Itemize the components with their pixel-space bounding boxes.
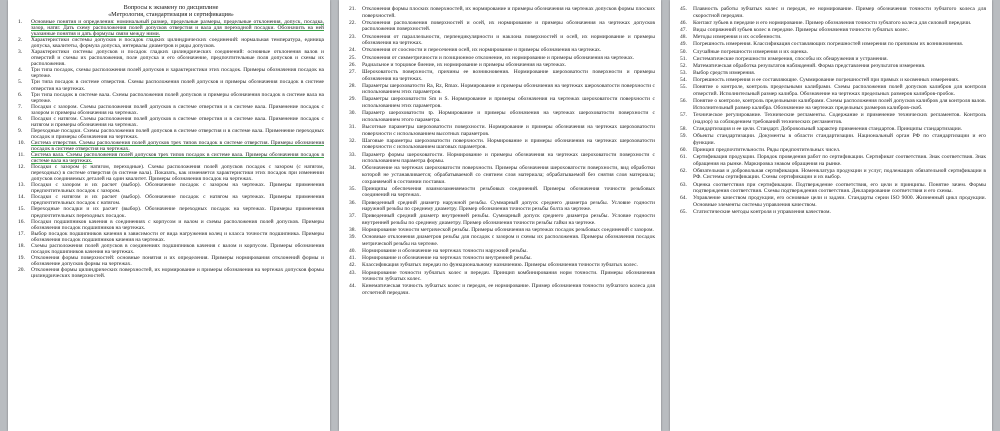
question-number: 65. [680,209,687,216]
question-text: Приведенный средний диаметр наружной резьбы. Суммарный допуск среднего диаметра резьбы. Условие годности наружной резьбы по среднему диаметру. Пример обозначения точности резьбы болта на чертеже. [362,199,655,213]
question-text: Объекты стандартизации. Документы в области стандартизации. Национальный орган РФ по стандартизации и его функции. [693,133,986,146]
question-text: Характеристики системы допусков и посадок гладких цилиндрических соединений: основные отклонения валов и отверстий и схемы их расположения, поле допуска и его обозначение, предпочтительные поля допусков и схемы их расположения. [31,49,324,68]
question-text: Основные понятия и определения: номинальный размер, предельные размеры, предельные отклонения, допуск, посадка, зазор, натяг. Дать схему расположения полей допусков отверстия и вала для переходной посадки. Обозначить на ней указанные понятия и дать формулы связи между ними. [31,19,324,38]
question-text: Три типа посадок в системе вала. Схемы расположения полей допусков и примеры обозначения посадок в системе вала на чертеже. [31,91,324,104]
exam-question [18,194,324,206]
question-text: Систематические погрешности измерения, способы их обнаружения и устранения. [693,55,888,62]
exam-question [680,182,986,196]
question-text: Шаговые параметры шероховатости поверхности. Нормирование и примеры обозначения на чертежах шероховатости поверхности с использованием шаговых параметров. [362,137,655,151]
question-text: Переходные посадки и их расчет (выбор). Обозначение переходных посадок на чертежах. Примеры применения предпочтительных переходных посадок. [31,206,324,219]
question-text: Управление качеством продукции, его основные цели и задачи. Стандарты серии ISO 9000. Жизненный цикл продукции. Основные элементы системы управления качеством. [693,195,986,208]
question-number: 15. [18,206,25,213]
question-number: 61. [680,153,687,160]
question-number: 57. [680,112,687,119]
question-text: Принцип предпочтительности. Ряды предпочтительных чисел. [693,146,841,153]
exam-question [680,98,986,112]
question-number: 45. [680,6,687,12]
question-text: Основные отклонения диаметров резьбы для посадок с зазором и схемы их расположения. Примеры обозначения посадок метрической резьбы на чертеже. [362,234,655,247]
question-text: Случайные погрешности измерения и их оценка. [693,48,808,55]
question-text: Обозначение на чертежах шероховатости поверхности. Примеры обозначения шероховатости поверхности, вид обработки которой не устанавливается; обрабатываемой со снятием слоя материала; обрабатываемой без снятия слоя материала; сохраняемой в состоянии поставки. [362,165,655,185]
exam-question [18,37,324,49]
question-number: 50. [680,48,687,55]
question-number: 12. [18,164,25,171]
question-text: Нормирование и обозначение на чертежах точности наружной резьбы. [362,248,528,255]
question-number: 11. [18,152,25,159]
exam-question [349,262,655,269]
exam-question [18,67,324,79]
question-text: Система отверстия. Схемы расположения полей допусков трех типов посадок в системе отверстия. Примеры обозначения посадок в системе отверстия на чертежах. [31,139,324,152]
question-text: Нормирование точности метрической резьбы. Примеры обозначения на чертежах посадок резьбовых соединений с зазором. [362,227,654,234]
question-number: 29. [349,96,356,103]
question-number: 49. [680,41,687,48]
question-number: 55. [680,84,687,91]
question-number: 21. [349,6,356,12]
question-text: Посадки с натягом. Схемы расположения полей допусков в системе отверстия и в системе вала. Применение посадок с натягом и примеры обозначения на чертежах. [31,115,324,128]
question-text: Посадки с зазором. Схемы расположения полей допусков в системе отверстия и в системе вала. Применение посадок с зазором и примеры обозначения на чертежах. [31,103,324,116]
exam-question [680,49,986,56]
document-title [18,4,324,18]
question-number: 38. [349,227,356,234]
question-text: Стандартизация и ее цели. Стандарт. Добровольный характер применения стандартов. Принципы стандартизации. [693,125,963,132]
question-list-col-1 [18,19,324,279]
exam-question [18,116,324,128]
question-number: 27. [349,68,356,75]
exam-question [18,104,324,116]
question-text: Параметр формы шероховатости. Нормирование и примеры обозначения на чертежах шероховатости поверхности с использованием параметра формы. [362,151,655,165]
question-number: 17. [18,230,25,237]
exam-question [680,209,986,216]
question-text: Посадки подшипников качения в соединениях с корпусом и валом и схемы расположения полей допусков. Примеры обозначения посадок подшипников на чертежах. [31,218,324,231]
question-number: 37. [349,213,356,220]
question-number: 40. [349,248,356,255]
page-3 [670,0,992,431]
exam-question [18,49,324,67]
question-number: 9. [18,127,23,134]
question-list-col-2 [349,6,655,297]
question-number: 32. [349,137,356,144]
exam-question [18,128,324,140]
question-number: 6. [18,91,23,98]
question-text: Математическая обработка результатов наблюдений. Форма представления результатов измерения. [693,62,926,69]
question-text: Шероховатость поверхности, причины ее возникновения. Нормирование шероховатости поверхности и примеры обозначения на чертежах. [362,68,655,82]
question-text: Отклонения формы поверхностей: основные понятия и их определения. Примеры нормирования отклонений формы и обозначение допусков формы на чертежах. [31,254,324,267]
title-line-2: «Метрология, стандартизация и сертификация» [108,11,234,18]
question-text: Погрешность измерения и ее составляющие. Суммирование погрешностей при прямых и косвенных измерениях. [693,77,960,84]
exam-question [349,110,655,124]
exam-question [18,152,324,164]
question-number: 52. [680,62,687,69]
question-number: 25. [349,54,356,61]
exam-question [18,79,324,91]
question-number: 53. [680,70,687,77]
exam-question [680,147,986,154]
question-text: Отклонения формы плоских поверхностей, их нормирование и примеры обозначения на чертежах допусков формы плоских поверхностей. [362,6,655,19]
question-text: Переходные посадки. Схемы расположения полей допусков в системе отверстия и в системе вала. Применение переходных посадок и примеры обозначения на чертежах. [31,127,324,140]
question-number: 22. [349,19,356,26]
question-number: 2. [18,37,23,44]
question-text: Приведенный средний диаметр внутренней резьбы. Суммарный допуск среднего диаметра резьбы. Условие годности внутренней резьбы по среднему диаметру. Пример обозначения точности резьбы гайки на чертеже. [362,213,655,226]
question-text: Принципы обеспечения взаимозаменяемости резьбовых соединений. Примеры обозначения точности резьбовых соединений на чертежах. [362,185,655,199]
exam-question [349,83,655,97]
question-number: 33. [349,151,356,158]
exam-question [349,213,655,227]
question-text: Статистические методы контроля и управления качеством. [693,209,831,216]
exam-question [349,47,655,54]
question-number: 59. [680,133,687,139]
question-text: Нормирование и обозначение на чертежах точности внутренней резьбы. [362,255,532,262]
exam-question [680,112,986,126]
question-text: Погрешность измерения. Классификация составляющих погрешностей измерения по причинам их возникновения. [693,41,964,48]
exam-question [349,124,655,138]
question-number: 56. [680,98,687,105]
question-number: 5. [18,79,23,86]
question-number: 48. [680,34,687,41]
exam-question [18,243,324,255]
question-number: 19. [18,254,25,261]
exam-question [349,138,655,152]
question-text: Контакт зубьев в передаче и его нормирование. Пример обозначения точности зубчатого колеса для силовой передачи. [693,19,972,26]
question-text: Радиальное и торцовое биение, их нормирование и примеры обозначения на чертежах. [362,61,567,68]
question-text: Выбор посадок подшипников качения в зависимости от вида нагружения колец и класса точности подшипника. Примеры обозначения посадок подшипников качения на чертежах. [31,230,324,243]
exam-question [349,96,655,110]
question-text: Высотные параметры шероховатости поверхности. Нормирование и примеры обозначения на чертежах шероховатости поверхности с использованием высотных параметров. [362,124,655,137]
question-text: Система вала. Схемы расположения полей допусков трех типов посадок в системе вала. Примеры обозначения посадок в системе вала на чертежах. [31,152,324,165]
exam-question [18,19,324,37]
exam-question [349,200,655,214]
exam-question [18,140,324,152]
question-text: Выбор средств измерения. [693,70,756,77]
question-number: 28. [349,82,356,89]
question-number: 35. [349,185,356,192]
exam-question [680,84,986,98]
question-list-col-3 [680,6,986,216]
question-number: 36. [349,199,356,206]
question-number: 58. [680,125,687,132]
question-text: Нормирование точности зубчатых колес и передач. Принцип комбинирования норм точности. Примеры обозначения точности зубчатых колес. [362,269,655,283]
page-2 [339,0,661,431]
question-text: Посадки с зазором (с натягом, переходные). Схемы расположения полей допусков посадок с зазором (с натягом, переходных) в системе отверстия (в системе вала). Показать, как изменяется характеристики этих посадок при изменении допусков соединяемых деталей на один квалитет. Примеры обозначения посадок на чертежах. [31,164,324,183]
exam-question [349,152,655,166]
exam-question [349,69,655,83]
question-text: Характеристики системы допусков и посадок гладких цилиндрических соединений: нормальная температура, единица допуска, квалитеты, формула допуска, интервалы диаметров и ряды допусков. [31,37,324,50]
exam-question [349,34,655,48]
question-text: Отклонения от симметричности и позиционное отклонение, их нормирование и примеры обозначения на чертежах. [362,54,635,61]
exam-question [680,126,986,133]
question-number: 42. [349,262,356,269]
question-text: Понятие о контроле, контроль предельными калибрами. Схемы расположения полей допусков калибров для контроля отверстий. Исполнительный размер калибра. Обозначение на чертежах предельных размеров калибров-пробок. [693,84,986,98]
question-number: 4. [18,67,23,74]
question-text: Параметр шероховатости tp. Нормирование и примеры обозначения на чертежах шероховатости поверхности с использованием этого параметра. [362,110,655,123]
question-number: 7. [18,103,23,110]
question-number: 16. [18,218,25,225]
exam-question [680,20,986,27]
exam-question [349,186,655,200]
exam-question [680,154,986,168]
exam-question [18,267,324,279]
question-number: 34. [349,165,356,172]
question-number: 23. [349,33,356,40]
exam-question [680,195,986,209]
question-text: Посадки с зазором и их расчет (выбор). Обозначение посадок с зазором на чертежах. Примеры применения предпочтительных посадок с зазором. [31,182,324,195]
question-text: Классификация зубчатых передач по функциональному назначению. Примеры обозначения точности зубчатых колес. [362,262,638,269]
question-number: 41. [349,255,356,262]
question-number: 20. [18,266,25,273]
question-text: Параметры шероховатости Sm и S. Нормирование и примеры обозначения на чертежах шероховатости поверхности с использованием этих параметров. [362,96,655,110]
question-text: Виды сопряжений зубьев колес в передаче. Примеры обозначения точности зубчатых колес. [693,26,909,33]
question-text: Понятие о контроле, контроль предельными калибрами. Схемы расположения полей допусков калибров для контроля валов. Исполнительный размер калибра. Обозначение на чертежах предельных размеров калибров-скоб. [693,98,986,111]
question-number: 60. [680,146,687,153]
exam-question [18,255,324,267]
question-text: Сертификация продукции. Порядок проведения работ по сертификации. Сертификат соответствия. Знак соответствия. Знак обращения на рынке. Маркировка знаком обращения на рынке. [693,153,986,167]
question-text: Три типа посадок, схемы расположения полей допусков и характеристики этих посадок. Примеры обозначения посадок на чертеже. [31,67,324,80]
exam-question [349,62,655,69]
exam-question [18,182,324,194]
exam-question [18,206,324,218]
exam-question [18,92,324,104]
exam-question [349,283,655,297]
question-number: 30. [349,110,356,117]
question-number: 10. [18,139,25,146]
exam-question [680,168,986,182]
question-number: 54. [680,77,687,84]
question-text: Отклонения от параллельности, перпендикулярности и наклона поверхностей и осей, их нормирование и примеры обозначения на чертежах. [362,33,655,47]
question-number: 24. [349,47,356,54]
exam-question [680,56,986,63]
exam-question [680,6,986,20]
exam-question [18,219,324,231]
exam-question [349,270,655,284]
question-number: 26. [349,61,356,68]
question-text: Посадки с натягом и их расчет (выбор). Обозначение посадок с натягом на чертежах. Примеры применения предпочтительных посадок с натягом. [31,194,324,207]
question-number: 63. [680,181,687,188]
exam-question [349,234,655,248]
question-text: Методы измерения и их особенности. [693,34,782,41]
question-text: Отклонения от соосности и пересечения осей, их нормирование и примеры обозначения на чертежах. [362,47,602,54]
question-number: 46. [680,19,687,26]
question-text: Отклонения формы цилиндрических поверхностей, их нормирование и примеры обозначения на чертежах допусков формы цилиндрических поверхностей. [31,266,324,279]
question-number: 43. [349,269,356,276]
question-text: Техническое регулирование. Технические регламенты. Содержание и применение технических регламентов. Контроль (надзор) за соблюдением требований технических регламентов. [693,112,986,125]
question-number: 62. [680,167,687,174]
question-text: Плавность работы зубчатых колес и передач, ее нормирование. Пример обозначения точности зубчатого колеса для скоростной передачи. [693,6,986,19]
question-text: Отклонения расположения поверхностей и осей, их нормирование и примеры обозначения на чертежах допусков расположения поверхностей. [362,19,655,33]
page-1 [8,0,330,431]
question-number: 1. [18,19,23,25]
question-text: Три типа посадок в системе отверстия. Схемы расположения полей допусков и примеры обозначения посадок в системе отверстия на чертежах. [31,79,324,92]
question-number: 13. [18,182,25,189]
question-number: 31. [349,124,356,131]
exam-question [349,20,655,34]
question-number: 8. [18,115,23,122]
exam-question [680,41,986,48]
question-number: 18. [18,242,25,249]
question-text: Схемы расположения полей допусков в соединениях подшипников качения с валом и корпусом. Примеры обозначения посадок подшипников качения на чертежах. [31,242,324,255]
question-text: Параметры шероховатости Ra, Rz, Rmax. Нормирование и примеры обозначения на чертежах шероховатости поверхности с использованием этих параметров. [362,82,655,96]
question-number: 51. [680,55,687,62]
question-number: 64. [680,195,687,202]
exam-question [349,55,655,62]
exam-question [680,133,986,147]
question-number: 44. [349,283,356,290]
title-line-1: Вопросы к экзамену по дисциплине [123,4,219,11]
question-text: Кинематическая точность зубчатых колес и передач, ее нормирование. Пример обозначения точности зубчатого колеса для отсчетной передачи. [362,283,655,296]
question-number: 3. [18,49,23,56]
exam-question [349,6,655,20]
exam-question [349,165,655,185]
question-text: Обязательная и добровольная сертификация. Номенклатура продукции и услуг, подлежащих обязательной сертификации в РФ. Системы сертификации. Схемы сертификации и их выбор. [693,167,986,181]
question-text: Оценка соответствия при сертификации. Подтверждение соответствия, его цели и принципы. Понятие зачем. Формы подтверждения соответствия. Схемы подтверждения соответствия. Декларирование соответствия и его схемы. [693,181,986,195]
exam-question [18,164,324,182]
question-number: 14. [18,194,25,201]
question-number: 39. [349,234,356,241]
question-number: 47. [680,26,687,33]
exam-question [18,231,324,243]
